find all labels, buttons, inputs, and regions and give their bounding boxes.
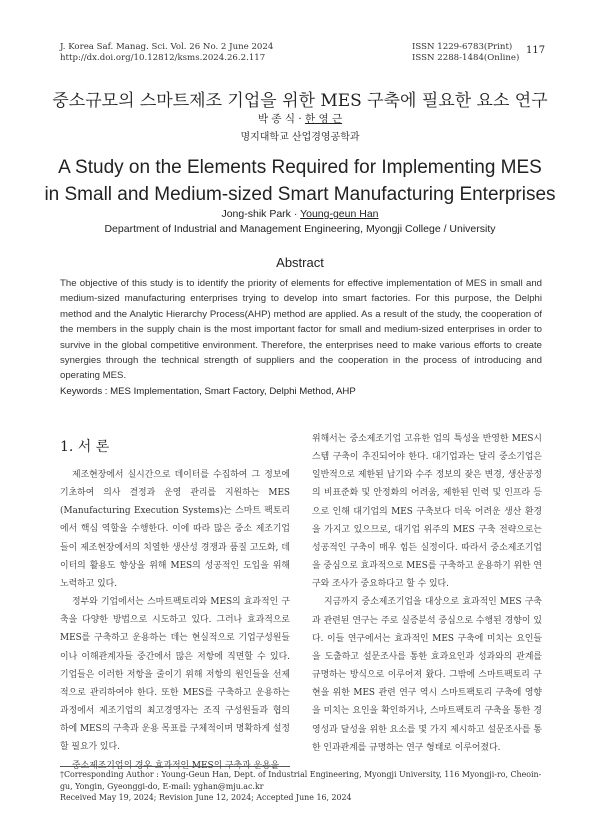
paragraph: 제조현장에서 실시간으로 데이터를 수집하여 그 정보에 기초하여 의사 결정과 운영 관리를 지원하는 MES (Manufacturing Execution Systems)는 스마트 팩토리에서 핵심 역할을 수행한다. 이에 따라 많은 중소 제조기업들이 제조현장에서의 치열한 생산성 경쟁과 품질 고도화, 데이터의 활용도 향상을 위해 MES의 성공적인 도입을 위해 노력하고 있다. (60, 470, 290, 589)
authors-english (0, 208, 600, 220)
paper-title-english (0, 154, 600, 208)
author-separator: · (298, 113, 302, 125)
paragraph: 정부와 기업에서는 스마트팩토리와 MES의 효과적인 구축을 다양한 방법으로 시도하고 있다. 그러나 효과적으로 MES를 구축하고 운용하는 데는 현실적으로 기업구성원들이나 이해관계자들 중간에서 많은 저항에 직면할 수 있다. 기업들은 이러한 저항을 줄이기 위해 저항의 원인들을 선제적으로 관리하여야 한다. 또한 MES를 구축하고 운용하는 과정에서 제조기업의 최고경영자는 조직 구성원들과 협의 하에 MES의 구축과 운용 목표를 구체적이며 명확하게 설정할 필요가 있다. (60, 597, 291, 753)
journal-line: J. Korea Saf. Manag. Sci. Vol. 26 No. 2 June 2024 (60, 42, 274, 52)
author-2-english: Young-geun Han (300, 208, 379, 220)
section-heading: 1. 서 론 (60, 439, 110, 455)
author-1-korean: 박 종 식 (257, 113, 295, 125)
author-1-english: Jong-shik Park (221, 208, 291, 220)
keywords: Keywords : MES Implementation, Smart Factory, Delphi Method, AHP (60, 386, 356, 397)
right-column (312, 430, 542, 757)
left-column (60, 466, 290, 775)
title-english-line-2: in Small and Medium-sized Smart Manufacturing Enterprises (44, 184, 556, 205)
paragraph: 중소제조기업의 경우 효과적인 MES의 구축과 운용을 (72, 760, 280, 771)
paragraph: 위해서는 중소제조기업 고유한 업의 특성을 반영한 MES시스템 구축이 추진되어야 한다. 대기업과는 달리 중소기업은 일반적으로 제한된 납기와 수주 정보의 잦은 변경, 생산공정의 비표준화 및 안정화의 어려움, 제한된 인력 및 인프라 등으로 인해 대기업의 MES 구축보다 더욱 어려운 생산 환경을 가지고 있으므로, 대기업 위주의 MES 구축 전략으로는 성공적인 구축이 매우 힘든 실정이다. 따라서 중소제조기업을 중심으로 효과적으로 MES를 구축하고 운용하기 위한 연구와 조사가 중요하다고 할 수 있다. (312, 434, 543, 590)
title-english-line-1: A Study on the Elements Required for Implementing MES (58, 157, 542, 178)
issn-online: ISSN 2288-1484(Online) (412, 53, 520, 63)
page-number: 117 (526, 45, 546, 56)
issn-block (412, 42, 519, 64)
received-dates: Received May 19, 2024; Revision June 12, 2024; Accepted June 16, 2024 (60, 793, 352, 802)
journal-citation (60, 42, 273, 64)
paper-title-korean: 중소규모의 스마트제조 기업을 위한 MES 구축에 필요한 요소 연구 (52, 91, 548, 111)
footnote (60, 769, 542, 804)
authors-korean (0, 111, 600, 126)
affiliation-english: Department of Industrial and Management Engineering, Myongji College / University (104, 223, 496, 235)
corresponding-author: †Corresponding Author : Young-Geun Han, Dept. of Industrial Engineering, Myongji University, 116 Myongji-ro, Cheoin-gu, Yongin, Gyeonggi-do, E-mail: yghan@mju.ac.kr (60, 770, 542, 791)
abstract-body: The objective of this study is to identify the priority of elements for effective implementation of MES in small and medium-sized manufacturing enterprises trying to develop into smart factories. For this purpose, the Delphi method and the Analytic Hierarchy Process(AHP) method are applied. As a result of the study, the cooperation of the members in the supply chain is the most important factor for small and medium-sized enterprises in order to survive in the global competitive environment. Therefore, the enterprises need to make various efforts to create synergies through the technical strength of suppliers and the cooperation in the process of introducing and operating MES. (60, 278, 542, 382)
paragraph: 지금까지 중소제조기업을 대상으로 효과적인 MES 구축과 관련된 연구는 주로 실증분석 중심으로 수행된 경향이 있다. 이들 연구에서는 효과적인 MES 구축에 미치는 요인들을 도출하고 설문조사를 통한 효과요인과 성과와의 관계를 규명하는 방식으로 이루어져 왔다. 그밖에 스마트팩토리 구현을 위한 MES 관련 연구 역시 스마트팩토리 구축에 영향을 미치는 요인을 확인하거나, 스마트팩토리 구축을 통한 경영성과 달성을 위한 요소를 몇 가지 제시하고 설문조사를 통한 인과관계를 규명하는 연구 형태로 이루어졌다. (312, 597, 542, 753)
footnote-divider (60, 766, 290, 767)
abstract-heading: Abstract (276, 255, 324, 270)
issn-print: ISSN 1229-6783(Print) (412, 42, 513, 52)
author-2-korean: 한 영 근 (305, 113, 343, 125)
author-separator: · (293, 208, 298, 220)
affiliation-korean: 명지대학교 산업경영공학과 (240, 132, 360, 143)
doi-line: http://dx.doi.org/10.12812/ksms.2024.26.2.117 (60, 53, 266, 63)
